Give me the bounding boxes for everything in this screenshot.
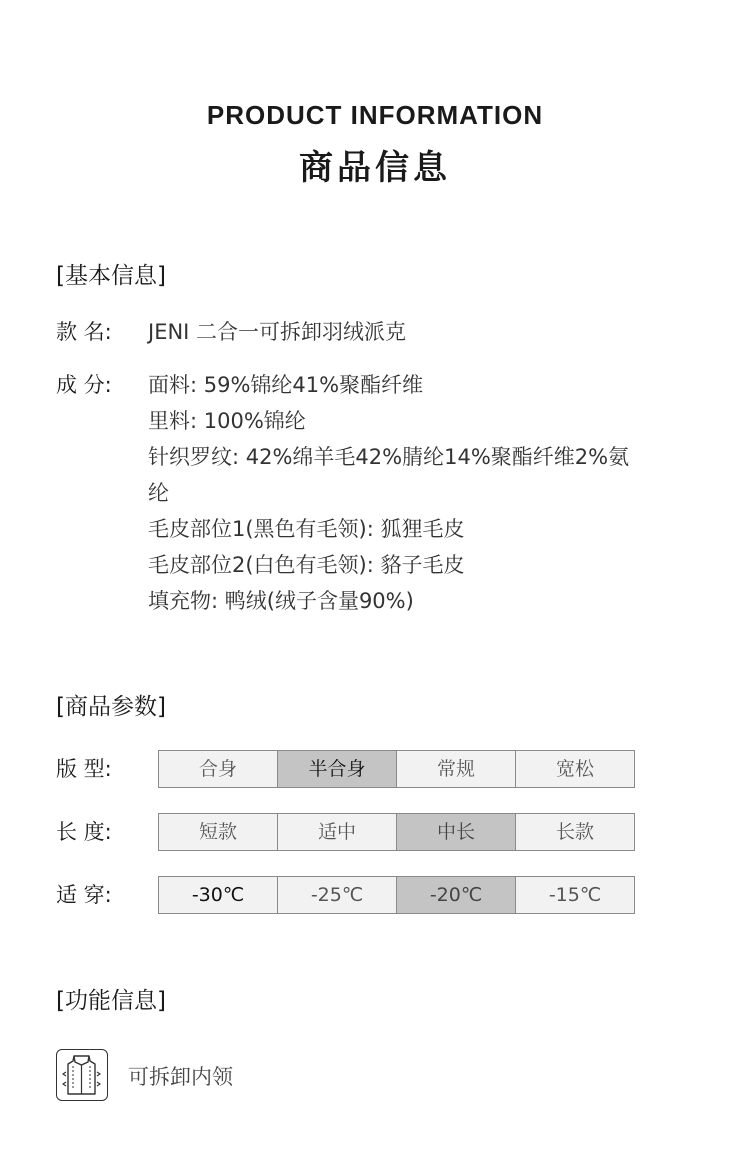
param-option: 合身	[159, 751, 278, 787]
param-option-selected: 半合身	[278, 751, 397, 787]
composition-line: 纶	[148, 481, 169, 505]
title-english: PRODUCT INFORMATION	[206, 100, 544, 130]
product-name-label: 款 名:	[56, 320, 112, 344]
param-label-temperature: 适 穿:	[56, 883, 112, 907]
product-name-value: JENI 二合一可拆卸羽绒派克	[148, 320, 407, 344]
feature-label: 可拆卸内领	[128, 1065, 233, 1089]
param-label-length: 长 度:	[56, 820, 112, 844]
composition-line: 面料: 59%锦纶41%聚酯纤维	[148, 373, 424, 397]
section-heading-params: [商品参数]	[56, 694, 166, 720]
composition-line: 里料: 100%锦纶	[148, 409, 306, 433]
param-option: 长款	[516, 814, 634, 850]
param-option: 常规	[397, 751, 516, 787]
param-option: -25℃	[278, 877, 397, 913]
composition-values	[148, 367, 738, 619]
section-heading-features: [功能信息]	[56, 988, 166, 1014]
param-options-fit	[158, 750, 635, 788]
composition-line: 毛皮部位2(白色有毛领): 貉子毛皮	[148, 553, 465, 577]
param-options-temperature	[158, 876, 635, 914]
composition-line: 针织罗纹: 42%绵羊毛42%腈纶14%聚酯纤维2%氨	[148, 445, 630, 469]
param-option: 适中	[278, 814, 397, 850]
param-label-fit: 版 型:	[56, 757, 112, 781]
param-option: -15℃	[516, 877, 634, 913]
param-option-selected: 中长	[397, 814, 516, 850]
param-option: 宽松	[516, 751, 634, 787]
detachable-collar-icon	[56, 1049, 108, 1101]
composition-line: 填充物: 鸭绒(绒子含量90%)	[148, 589, 414, 613]
composition-label: 成 分:	[56, 373, 112, 397]
param-option-selected: -20℃	[397, 877, 516, 913]
section-heading-basic-info: [基本信息]	[56, 263, 166, 289]
param-option: -30℃	[159, 877, 278, 913]
composition-line: 毛皮部位1(黑色有毛领): 狐狸毛皮	[148, 517, 465, 541]
title-chinese: 商品信息	[299, 148, 451, 188]
param-options-length	[158, 813, 635, 851]
param-option: 短款	[159, 814, 278, 850]
